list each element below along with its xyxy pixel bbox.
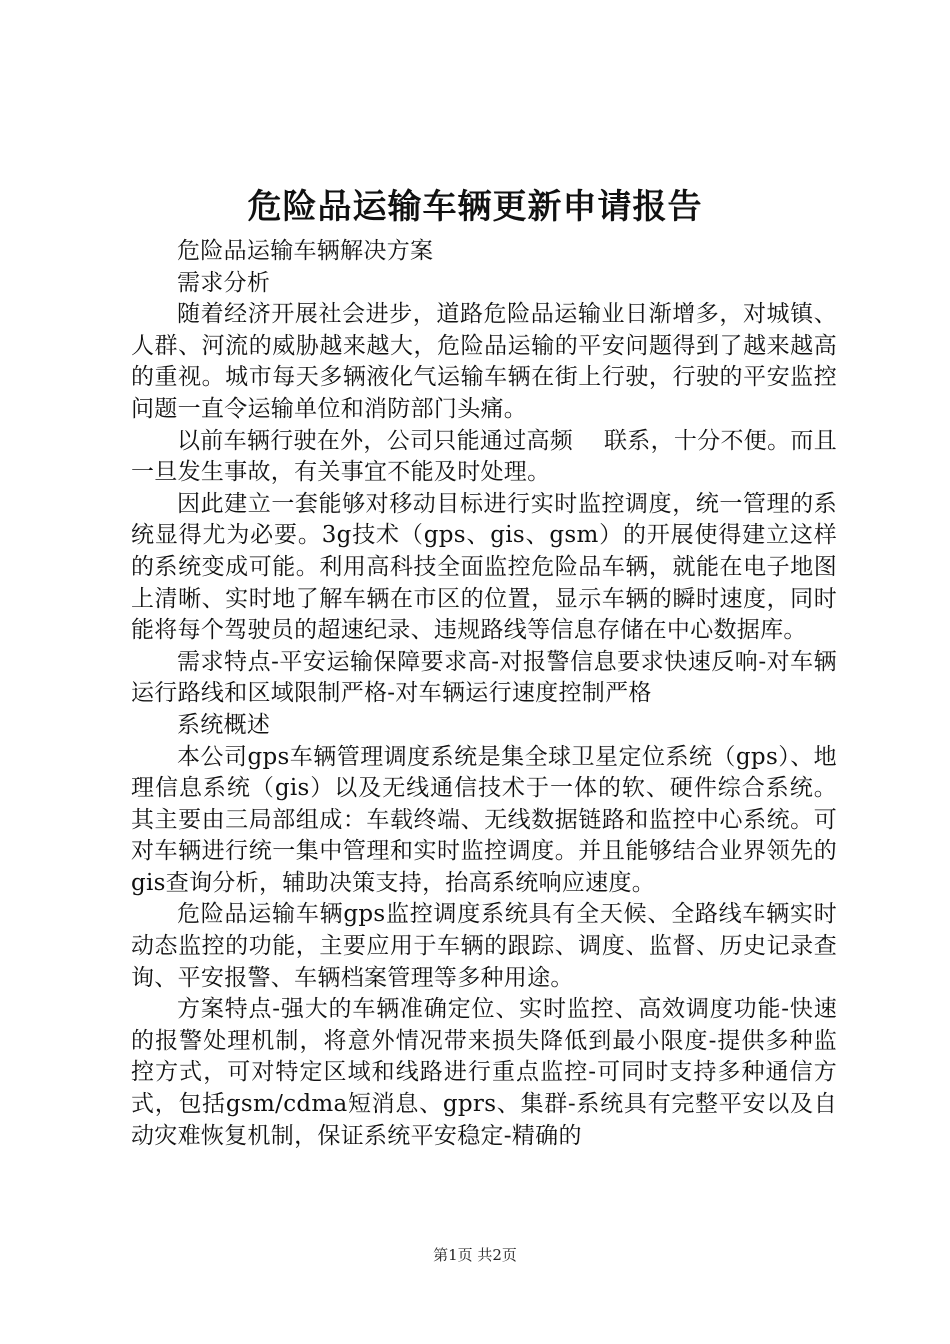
paragraph-heading-requirements: 需求分析 bbox=[177, 269, 271, 296]
paragraph: 以前车辆行驶在外，公司只能通过高频 联系，十分不便。而且一旦发生事故，有关事宜不能及时处理。 bbox=[131, 427, 838, 486]
paragraph: 随着经济开展社会进步，道路危险品运输业日渐增多，对城镇、人群、河流的威胁越来越大，危险品运输的平安问题得到了越来越高的重视。城市每天多辆液化气运输车辆在街上行驶，行驶的平安监控问题一直令运输单位和消防部门头痛。 bbox=[131, 301, 837, 422]
document-body bbox=[131, 236, 837, 1152]
paragraph: 需求特点-平安运输保障要求高-对报警信息要求快速反响-对车辆运行路线和区域限制严格-对车辆运行速度控制严格 bbox=[131, 648, 837, 707]
paragraph-subtitle: 危险品运输车辆解决方案 bbox=[177, 238, 434, 264]
paragraph: 本公司gps车辆管理调度系统是集全球卫星定位系统（gps）、地理信息系统（gis）以及无线通信技术于一体的软、硬件综合系统。其主要由三局部组成：车载终端、无线数据链路和监控中心系统。可对车辆进行统一集中管理和实时监控调度。并且能够结合业界领先的gis查询分析，辅助决策支持，抬高系统响应速度。 bbox=[131, 743, 837, 896]
paragraph: 危险品运输车辆gps监控调度系统具有全天候、全路线车辆实时动态监控的功能，主要应用于车辆的跟踪、调度、监督、历史记录查询、平安报警、车辆档案管理等多种用途。 bbox=[131, 901, 837, 991]
paragraph: 方案特点-强大的车辆准确定位、实时监控、高效调度功能-快速的报警处理机制，将意外情况带来损失降低到最小限度-提供多种监控方式，可对特定区域和线路进行重点监控-可同时支持多种通信方式，包括gsm/cdma短消息、gprs、集群-系统具有完整平安以及自动灾难恢复机制，保证系统平安稳定-精确的 bbox=[131, 996, 837, 1149]
document-title: 危险品运输车辆更新申请报告 bbox=[247, 187, 703, 227]
paragraph-heading-overview: 系统概述 bbox=[177, 711, 271, 738]
paragraph: 因此建立一套能够对移动目标进行实时监控调度，统一管理的系统显得尤为必要。3g技术（gps、gis、gsm）的开展使得建立这样的系统变成可能。利用高科技全面监控危险品车辆，就能在电子地图上清晰、实时地了解车辆在市区的位置，显示车辆的瞬时速度，同时能将每个驾驶员的超速纪录、违规路线等信息存储在中心数据库。 bbox=[131, 490, 837, 644]
page-footer: 第1页 共2页 bbox=[433, 1246, 517, 1264]
